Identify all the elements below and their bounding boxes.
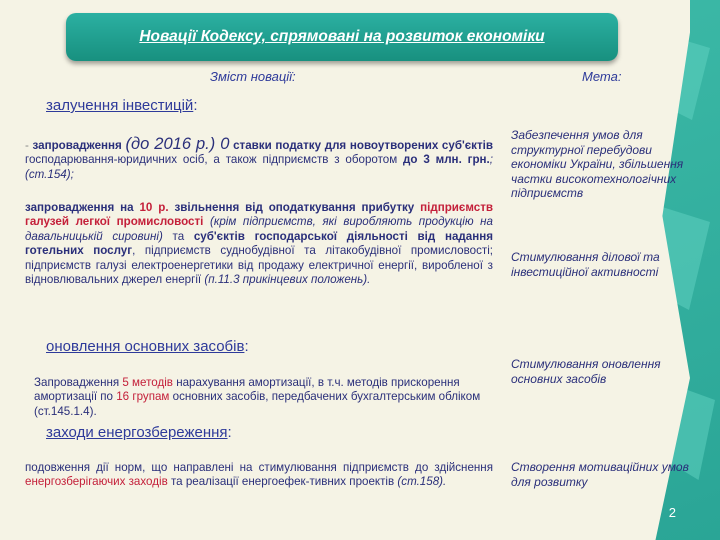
paragraph-depreciation: Запровадження 5 методів нарахування амортизації, в т.ч. методів прискорення амортизації по 16 групам основних засобів, передбачених бухгалтерським обліком (ст.145.1.4). [34,376,481,418]
slide-title: Новації Кодексу, спрямовані на розвиток економіки [139,28,545,45]
goal-structural: Забезпечення умов для структурної перебудови економіки України, збільшення частки високотехнологічних підприємств [511,128,684,201]
section-title-fixed-assets: оновлення основних засобів: [46,338,249,355]
goal-fixed-assets: Стимулювання оновлення основних засобів [511,357,661,386]
page-number: 2 [668,505,676,520]
goal-business-activity: Стимулювання ділової та інвестиційної активності [511,250,660,279]
paragraph-energy-saving: подовження дії норм, що направлені на стимулювання підприємств до здійснення енергозберігаючих заходів та реалізації енергоефек-тивних проектів (ст.158). [25,461,493,489]
column-header-goal: Мета: [582,69,622,84]
goal-motivation: Створення мотиваційних умов для розвитку [511,460,689,489]
paragraph-zero-rate: - запровадження (до 2016 р.) 0 ставки податку для новоутворених суб'єктів господарювання-юридичних осіб, а також підприємств з оборотом до 3 млн. грн.; (ст.154); [25,135,493,181]
section-title-energy-saving: заходи енергозбереження: [46,424,232,441]
column-header-content: Зміст новації: [210,69,296,84]
paragraph-tax-exemption: запровадження на 10 р. звільнення від оподаткування прибутку підприємств галузей легкої промисловості (крім підприємств, які виробляють продукцію на давальницькій сировині) та суб'єктів господарської діяльності від надання готельних послуг, підприємств суднобудівної та літакобудівної промисловості; підприємств галузі електроенергетики від продажу електричної енергії, виробленої з відновлювальних джерел енергії (п.11.3 прикінцевих положень). [25,201,493,287]
section-title-investments: залучення інвестицій: [46,97,198,114]
title-banner [66,13,618,61]
